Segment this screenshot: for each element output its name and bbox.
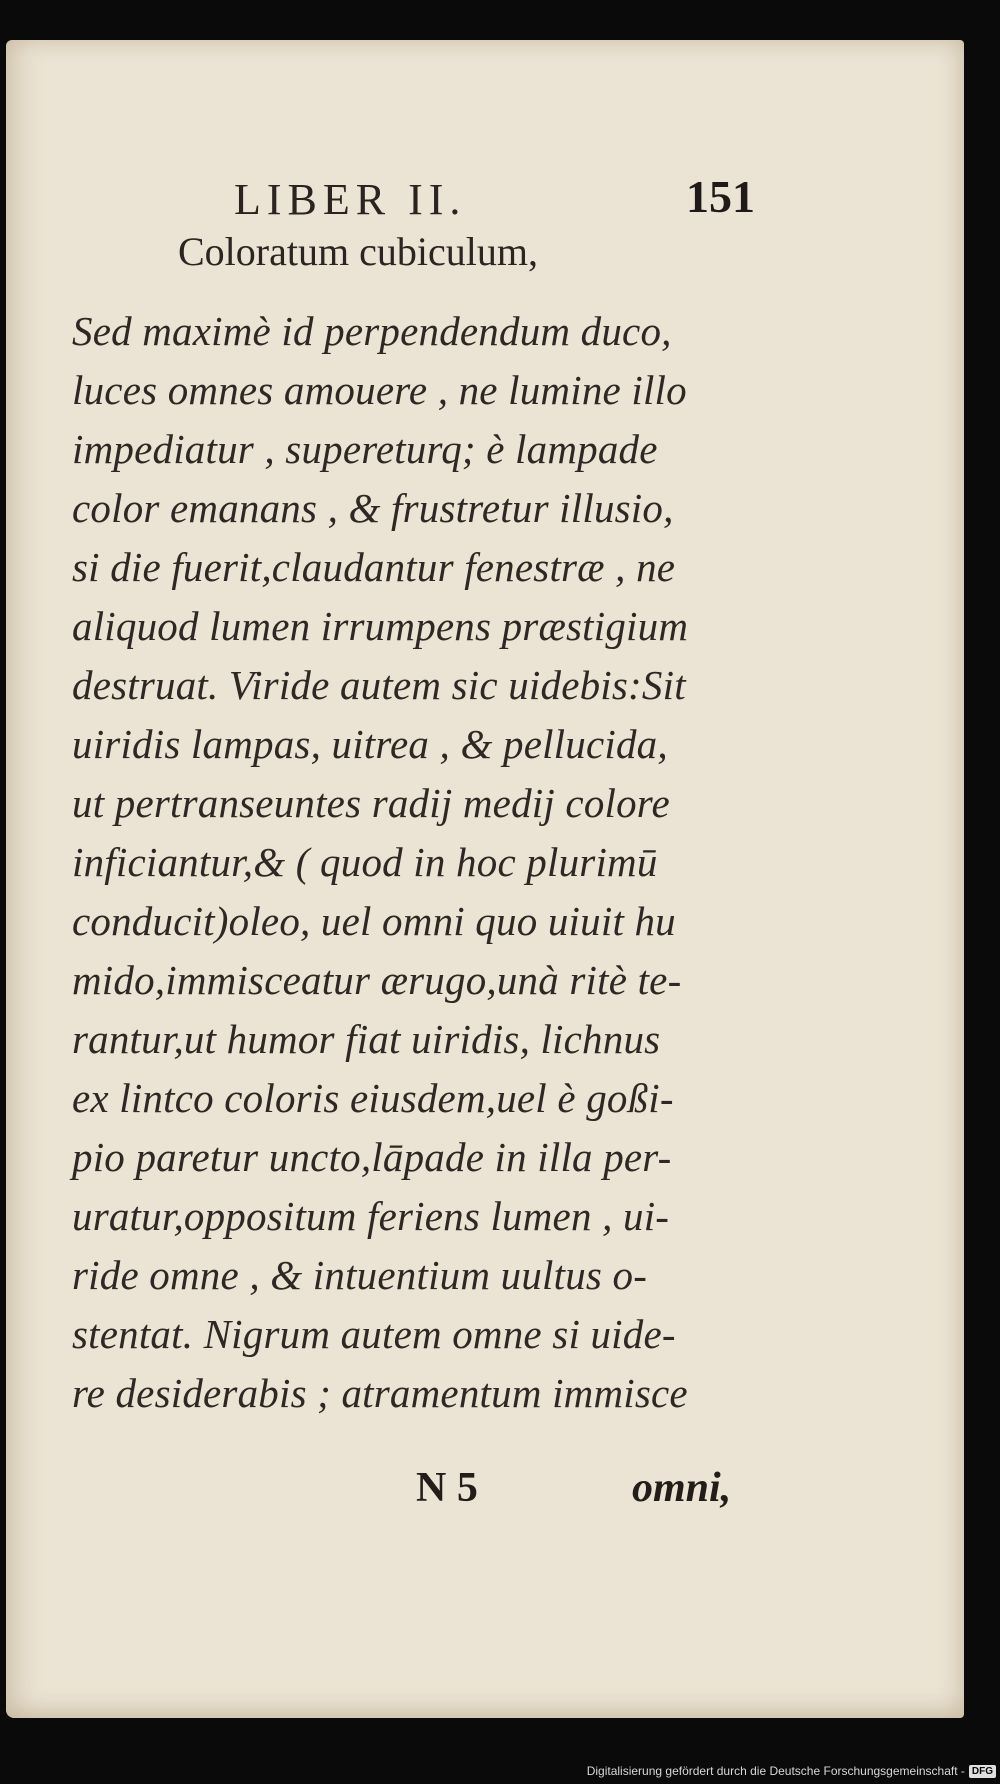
- text-line: Sed maximè id perpendendum duco,: [72, 308, 672, 354]
- text-line: stentat. Nigrum autem omne si uide-: [72, 1311, 676, 1357]
- text-line: si die fuerit,claudantur fenestræ , ne: [72, 544, 676, 590]
- text-line: pio paretur uncto,lāpade in illa per-: [72, 1134, 672, 1180]
- text-line: uratur,oppositum feriens lumen , ui-: [72, 1193, 670, 1239]
- text-line: rantur,ut humor fiat uiridis, lichnus: [72, 1016, 661, 1062]
- text-line: conducit)oleo, uel omni quo uiuit hu: [72, 898, 676, 944]
- digitization-credit: [587, 1764, 996, 1778]
- text-line: uiridis lampas, uitrea , & pellucida,: [72, 721, 668, 767]
- body-text: [72, 302, 772, 1423]
- running-head: LIBER II.: [234, 175, 467, 224]
- text-line: destruat. Viride autem sic uidebis:Sit: [72, 662, 686, 708]
- text-line: color emanans , & frustretur illusio,: [72, 485, 674, 531]
- dfg-logo: DFG: [969, 1765, 996, 1778]
- section-caption: Coloratum cubiculum,: [178, 229, 538, 274]
- text-line: ride omne , & intuentium uultus o-: [72, 1252, 648, 1298]
- text-line: re desiderabis ; atramentum immisce: [72, 1370, 688, 1416]
- text-line: ex lintco coloris eiusdem,uel è goßi-: [72, 1075, 674, 1121]
- text-line: mido,immisceatur ærugo,unà ritè te-: [72, 957, 682, 1003]
- text-line: ut pertranseuntes radij medij colore: [72, 780, 670, 826]
- page-number: 151: [686, 171, 755, 222]
- book-page: [6, 40, 964, 1718]
- text-line: aliquod lumen irrumpens præstigium: [72, 603, 689, 649]
- credit-text: Digitalisierung gefördert durch die Deutsche Forschungsgemeinschaft -: [586, 1764, 965, 1778]
- catchword: omni,: [632, 1465, 732, 1511]
- signature-mark: N 5: [416, 1465, 478, 1511]
- text-line: impediatur , supereturq; è lampade: [72, 426, 658, 472]
- text-line: luces omnes amouere , ne lumine illo: [72, 367, 687, 413]
- text-line: inficiantur,& ( quod in hoc plurimū: [72, 839, 658, 885]
